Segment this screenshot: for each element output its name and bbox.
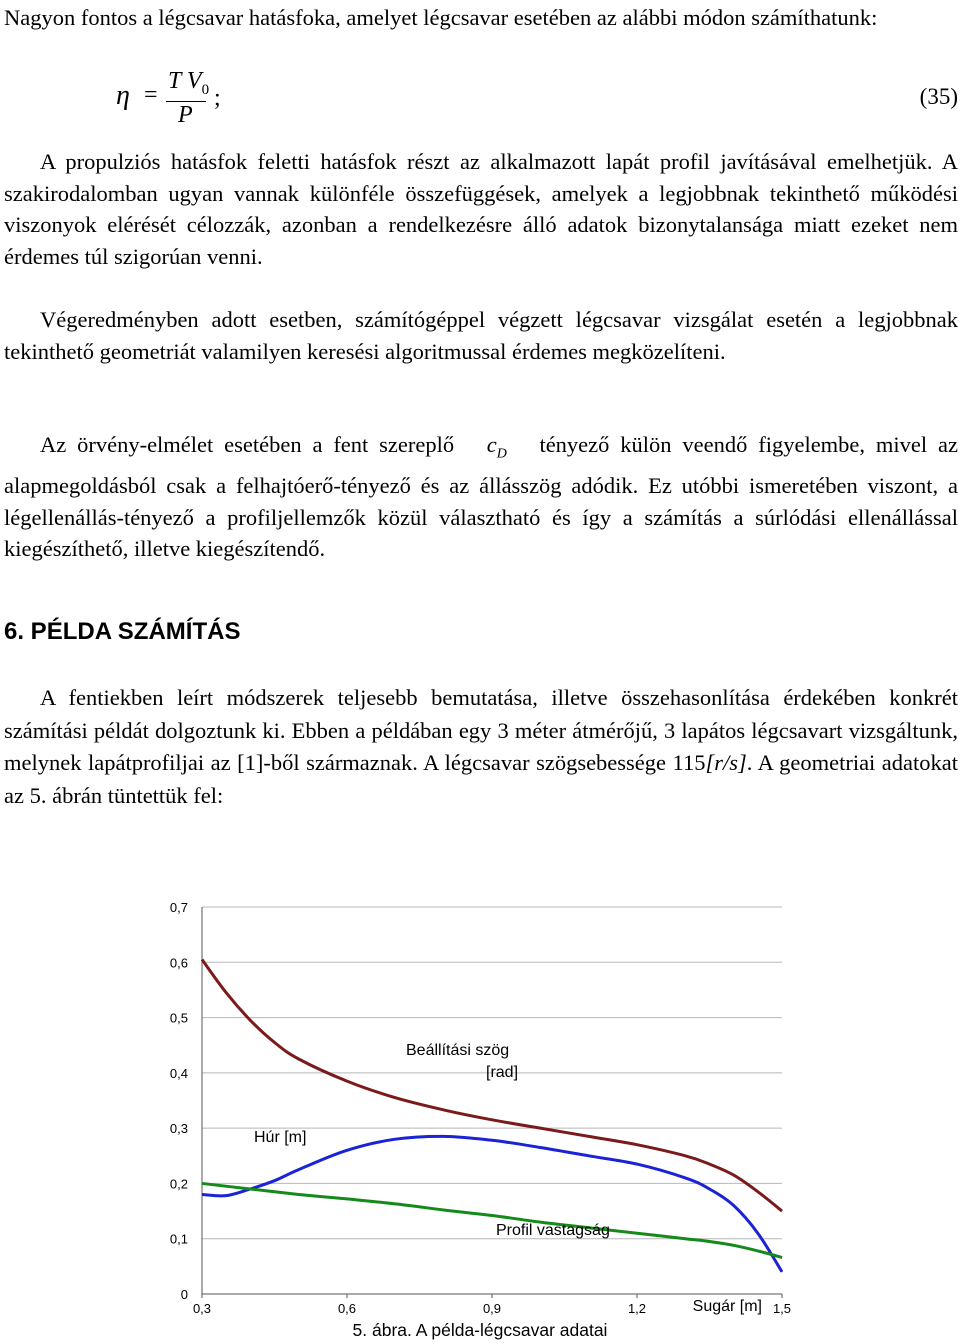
x-tick-label: 1,5 [772,1301,792,1316]
velocity-symbol: V [186,68,202,94]
x-tick-label: 0,6 [337,1301,357,1316]
paragraph-text: Végeredményben adott esetben, számítógéppel végzett légcsavar vizsgálat esetén a legjobbnak tekinthető geometriát valamilyen keresési algoritmussal érdemes megközelíteni. [4,307,958,364]
y-tick-label: 0,7 [169,900,188,915]
angular-velocity-unit: [r/s] [705,750,747,775]
paragraph-vortex-theory [4,429,958,565]
section-heading: 6. PÉLDA SZÁMÍTÁS [4,618,241,645]
series-annotation: Profil vastagság [496,1222,610,1239]
series-annotation: Húr [m] [254,1129,307,1146]
paragraph-efficiency-intro: Nagyon fontos a légcsavar hatásfoka, amelyet légcsavar esetében az alábbi módon számíthatunk: [4,5,878,30]
y-tick-label: 0,5 [169,1010,188,1026]
equation-number: (35) [919,84,958,109]
drag-coefficient-symbol: $c_D$ [486,432,507,462]
series-annotation: [rad] [486,1064,519,1081]
angular-velocity-value: 115 [672,750,706,775]
x-axis-title: Sugár [m] [692,1298,762,1315]
figure-5-chart [150,885,800,1317]
y-tick-label: 0,6 [169,955,188,971]
paragraph-example [4,682,958,812]
paragraph-text: A propulziós hatásfok feletti hatásfok részt az alkalmazott lapát profil javításával emelhetjük. A szakirodalomban ugyan vannak különféle összefüggések, amelyek a legjobbnak tekinthető működési viszonyok elérését célozzák, azonban a rendelkezésre álló adatok bizonytalansága miatt ezeket nem érdemes túl szigorúan venni. [4,149,958,269]
equation-separator: ; [214,85,221,111]
paragraph-text: A fentiekben leírt módszerek teljesebb bemutatása, illetve összehasonlítása érdekében konkrét számítási példát dolgoztunk ki. Ebben a példában egy 3 méter átmérőjű, 3 lapátos légcsavart vizsgáltunk, melynek lapátprofiljai az [1]-ből származnak. A légcsavar szögsebessége [4,685,958,775]
y-tick-label: 0,3 [169,1121,188,1137]
x-tick-label: 1,2 [627,1301,647,1316]
paragraph-optimization [4,304,958,367]
equation-35 [110,68,960,134]
equals-sign: = [144,82,158,108]
chart-background [150,885,800,1317]
velocity-subscript: 0 [201,81,210,98]
y-tick-label: 0 [180,1287,188,1302]
paragraph-text: Az örvény-elmélet esetében a fent szereplő [40,432,455,457]
x-tick-label: 0,3 [192,1301,212,1316]
thrust-symbol: T [168,68,181,94]
figure-caption: 5. ábra. A példa-légcsavar adatai [352,1320,608,1340]
y-tick-label: 0,1 [169,1231,188,1247]
y-tick-label: 0,2 [169,1176,188,1192]
paragraph-text: tényező külön veendő figyelembe, mivel az alapmegoldásból csak a felhajtóerő-tényező és az állásszög adódik. Ez utóbbi ismeretében viszont, a légellenállás-tényező a profiljellemzők közül választható és így a számítás a súrlódási ellenállással kiegészíthető, illetve kiegészítendő. [4,432,958,561]
paragraph-propulsive-efficiency [4,146,958,272]
eta-symbol: η [116,80,130,111]
fraction-denominator: P [178,102,193,128]
y-tick-label: 0,4 [169,1065,188,1081]
paragraph-text: . A geometriai adatokat az 5. ábrán tüntettük fel: [4,750,959,808]
x-tick-label: 0,9 [482,1301,502,1316]
line-chart [150,885,800,1317]
series-annotation: Beállítási szög [406,1042,510,1059]
fraction-numerator [168,68,209,99]
